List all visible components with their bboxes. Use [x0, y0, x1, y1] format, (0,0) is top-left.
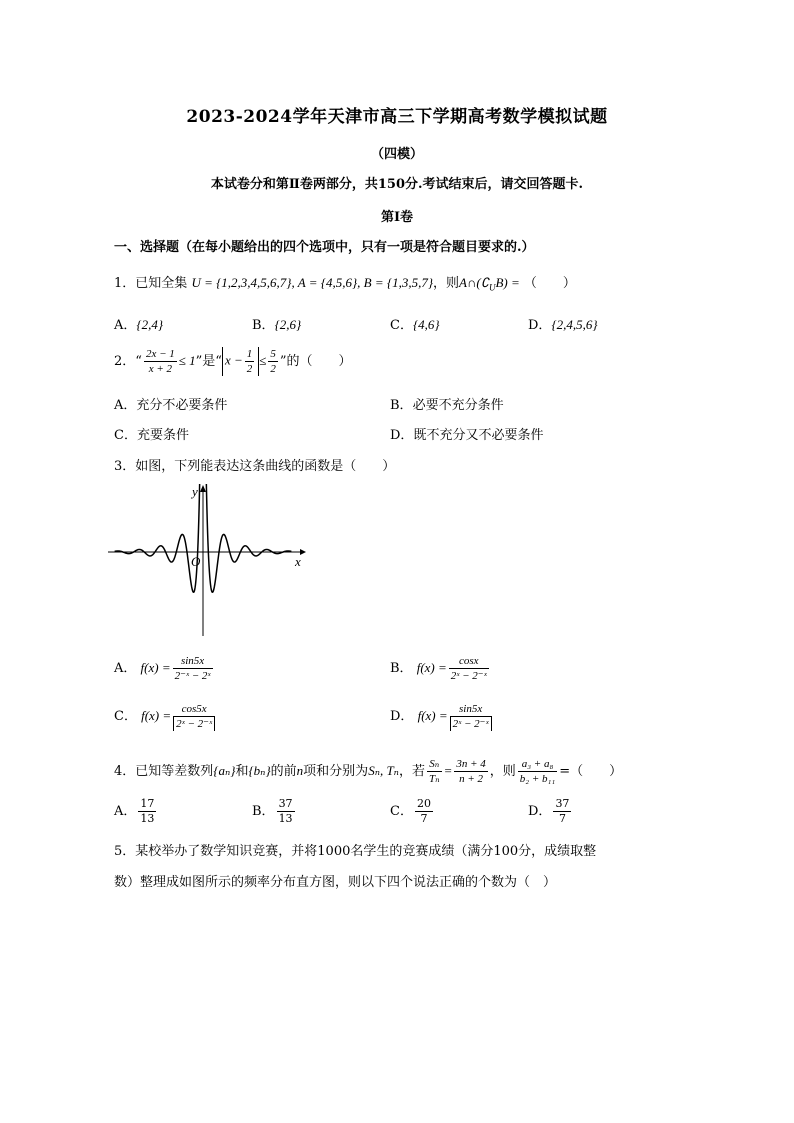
question-number: 5．	[114, 844, 136, 859]
option-value: 既不充分又不必要条件	[413, 428, 544, 443]
option-label: D．	[528, 318, 552, 333]
y-axis-label: y	[192, 484, 198, 499]
option-label: A．	[114, 804, 137, 819]
fraction-denominator: 13	[278, 812, 293, 825]
function-lhs: f(x) =	[141, 708, 172, 723]
question-text: 某校举办了数学知识竞赛，并将1000名学生的竞赛成绩（满分100分，成绩取整	[135, 844, 597, 859]
fraction-denominator: 2	[246, 363, 253, 375]
fraction	[450, 702, 492, 731]
question-1	[114, 272, 576, 293]
option-label: A．	[114, 661, 137, 676]
exam-title: 2023-2024学年天津市高三下学期高考数学模拟试题	[186, 107, 608, 127]
question-text: 项和分别为	[303, 764, 369, 779]
option-c[interactable]	[390, 797, 435, 826]
equals: =	[443, 763, 453, 778]
fraction-numerator: 1	[246, 348, 253, 360]
question-5-continued	[114, 871, 556, 890]
inequality: ≤	[259, 353, 267, 368]
absolute-value	[222, 347, 259, 376]
option-label: B．	[390, 398, 413, 413]
option-a[interactable]	[114, 654, 215, 683]
question-text: ，若	[398, 764, 425, 779]
option-c[interactable]	[114, 424, 189, 443]
fraction-denominator: 7	[420, 812, 428, 825]
question-text: ”的（ ）	[279, 354, 352, 369]
abs-expr: x −	[224, 352, 243, 368]
fraction-numerator: 17	[140, 797, 155, 810]
question-text: =（ ）	[559, 764, 623, 779]
origin-label: O	[191, 554, 201, 569]
option-label: D．	[528, 804, 552, 819]
inequality: ≤ 1	[178, 353, 196, 368]
set-b: , B = {1,3,5,7}	[357, 275, 434, 290]
fraction-denominator: b₂ + b₁₁	[519, 773, 556, 785]
option-d[interactable]	[390, 702, 494, 731]
sequence-b: {bₙ}	[248, 763, 271, 778]
fraction	[268, 347, 278, 376]
question-3	[114, 455, 395, 474]
function-lhs: f(x) =	[140, 660, 171, 675]
question-number: 2．	[114, 354, 136, 369]
variable-n: n	[296, 763, 304, 778]
question-text: 的前	[270, 764, 297, 779]
fraction	[173, 702, 215, 731]
fraction-denominator: x + 2	[148, 363, 172, 375]
y-axis-arrow	[200, 485, 206, 492]
fraction	[277, 797, 295, 826]
exam-note: 本试卷分和第Ⅱ卷两部分，共150分.考试结束后，请交回答题卡.	[210, 177, 584, 192]
set-u: U = {1,2,3,4,5,6,7}	[191, 275, 292, 290]
fraction	[415, 797, 433, 826]
x-axis-label: x	[295, 554, 301, 569]
question-text: 数）整理成如图所示的频率分布直方图，则以下四个说法正确的个数为（ ）	[114, 875, 557, 890]
expression-end: B) =	[495, 275, 520, 290]
fraction	[144, 347, 177, 376]
question-text: 如图，下列能表达这条曲线的函数是（ ）	[135, 459, 396, 474]
option-label: C．	[390, 318, 413, 333]
question-number: 1．	[114, 276, 136, 291]
fraction	[427, 757, 442, 786]
fraction	[454, 757, 487, 786]
option-value: {4,6}	[412, 317, 440, 332]
option-value: {2,4,5,6}	[551, 317, 598, 332]
x-axis-arrow	[300, 549, 306, 555]
function-graph	[108, 484, 308, 639]
fraction-numerator: Sₙ	[427, 757, 442, 772]
question-text: ，则	[489, 764, 516, 779]
answer-paren: （ ）	[523, 276, 576, 291]
option-b[interactable]	[252, 797, 297, 826]
fraction-numerator: 3n + 4	[456, 758, 486, 770]
section-heading: 一、选择题（在每小题给出的四个选项中，只有一项是符合题目要求的.）	[114, 240, 535, 255]
function-lhs: f(x) =	[417, 708, 448, 723]
fraction-numerator: 20	[416, 797, 431, 810]
fraction	[138, 797, 156, 826]
option-value: {2,4}	[136, 317, 164, 332]
option-label: B．	[252, 804, 275, 819]
option-a[interactable]	[114, 797, 158, 826]
fraction	[173, 654, 213, 683]
exam-subtitle: （四模）	[370, 147, 423, 162]
fraction-denominator: 7	[558, 812, 566, 825]
fraction-denominator: 2ˣ − 2⁻ˣ	[450, 670, 487, 682]
fraction-numerator: 5	[270, 348, 276, 360]
option-label: B．	[390, 661, 413, 676]
option-b[interactable]	[390, 654, 491, 683]
fraction-denominator: n + 2	[459, 773, 484, 785]
question-text: ，则	[433, 276, 460, 291]
option-label: C．	[114, 709, 137, 724]
question-2	[114, 347, 352, 376]
fraction-numerator: cos5x	[173, 702, 215, 717]
fraction-numerator: 37	[555, 797, 570, 810]
fraction-numerator: sin5x	[450, 702, 492, 717]
option-label: D．	[390, 709, 414, 724]
option-b[interactable]	[390, 394, 504, 413]
question-number: 3．	[114, 459, 136, 474]
option-value: 充分不必要条件	[136, 398, 228, 413]
option-d[interactable]	[528, 797, 573, 826]
question-text: 和	[235, 764, 249, 779]
option-a[interactable]	[114, 394, 227, 413]
option-value: {2,6}	[274, 317, 302, 332]
expression: A∩(∁	[459, 275, 489, 290]
expression-subscript: U	[488, 282, 496, 293]
sum-symbols: Sₙ, Tₙ	[368, 763, 399, 778]
option-label: C．	[114, 428, 137, 443]
fraction-denominator: 2⁻ˣ − 2ˣ	[174, 670, 211, 682]
option-d[interactable]	[390, 424, 543, 443]
fraction-numerator: sin5x	[173, 654, 213, 669]
fraction-denominator: 2ˣ − 2⁻ˣ	[450, 717, 492, 731]
quote: “	[135, 354, 142, 369]
fraction-denominator: Tₙ	[428, 773, 440, 785]
question-text: 已知全集	[135, 276, 188, 291]
function-lhs: f(x) =	[416, 660, 447, 675]
fraction-denominator: 2ˣ − 2⁻ˣ	[173, 717, 215, 731]
option-label: D．	[390, 428, 414, 443]
fraction-numerator: cosx	[449, 654, 489, 669]
option-label: A．	[114, 398, 137, 413]
volume-heading: 第Ⅰ卷	[380, 210, 414, 225]
set-a: , A = {4,5,6}	[291, 275, 358, 290]
option-label: B．	[252, 318, 275, 333]
fraction-numerator: 2x − 1	[145, 348, 175, 360]
question-5	[114, 840, 596, 859]
question-text: 已知等差数列	[135, 764, 214, 779]
fraction-numerator: 37	[278, 797, 293, 810]
option-d[interactable]	[528, 314, 598, 333]
fraction	[245, 347, 255, 376]
fraction-denominator: 13	[140, 812, 155, 825]
question-4	[114, 757, 622, 786]
connector-text: ”是“	[195, 354, 222, 369]
option-b[interactable]	[252, 314, 301, 333]
option-value: 必要不充分条件	[412, 398, 504, 413]
option-c[interactable]	[390, 314, 440, 333]
option-c[interactable]	[114, 702, 217, 731]
option-label: C．	[390, 804, 413, 819]
fraction-denominator: 2	[270, 363, 276, 375]
fraction	[518, 757, 557, 786]
question-number: 4．	[114, 764, 136, 779]
fraction-numerator: a₃ + a₈	[518, 757, 557, 772]
sequence-a: {aₙ}	[213, 763, 236, 778]
option-label: A．	[114, 318, 137, 333]
option-value: 充要条件	[136, 428, 189, 443]
fraction	[553, 797, 571, 826]
option-a[interactable]	[114, 314, 163, 333]
fraction	[449, 654, 489, 683]
